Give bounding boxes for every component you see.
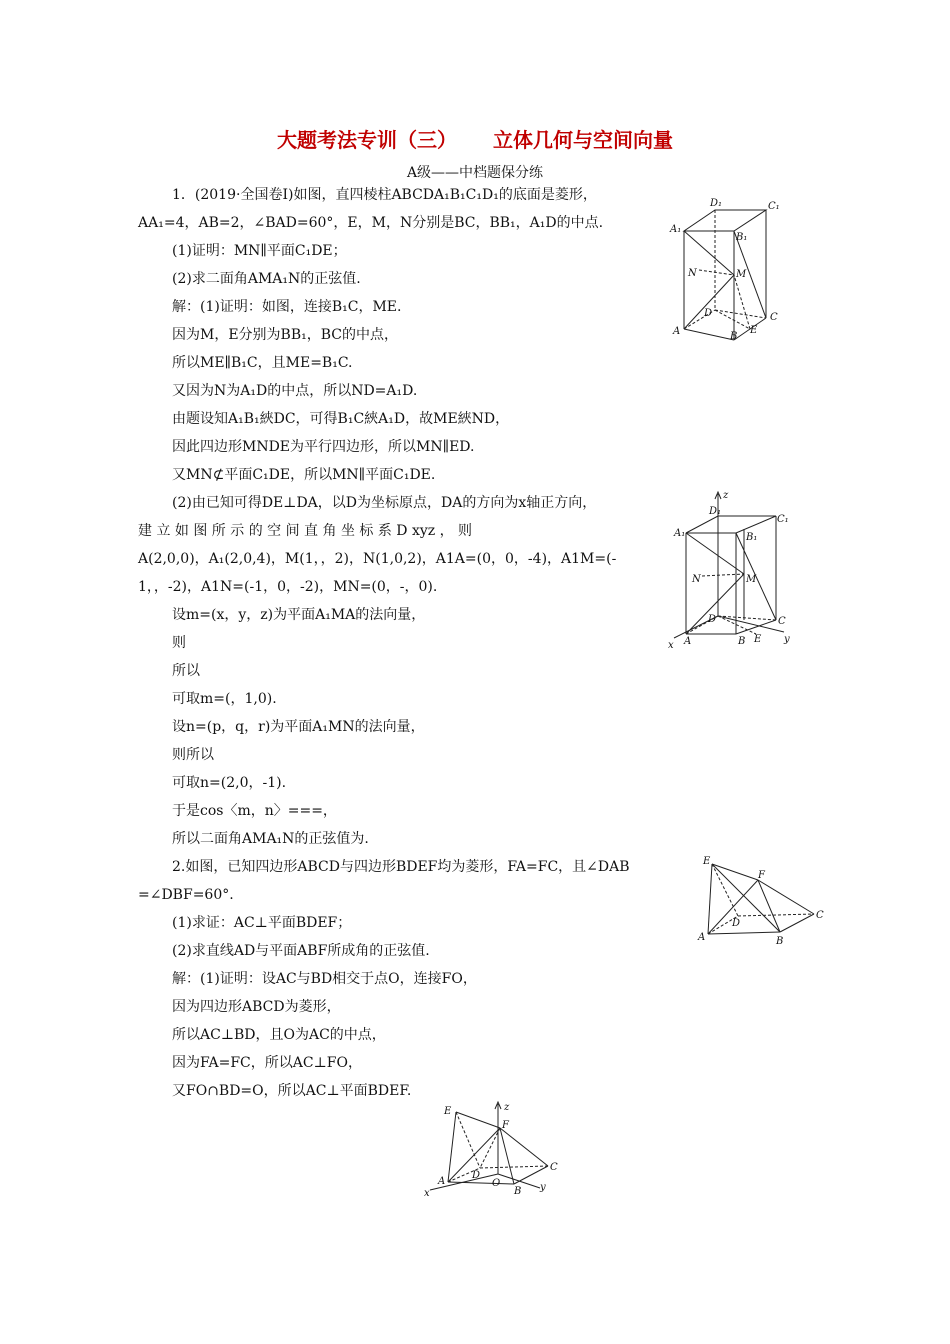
text-line: (1)证明：MN∥平面C₁DE； bbox=[172, 243, 347, 259]
text-line: 设n=(p，q，r)为平面A₁MN的法向量， bbox=[172, 719, 425, 735]
fig2-label: z bbox=[723, 490, 729, 501]
fig1-label: M bbox=[736, 269, 747, 280]
title-part-2: 立体几何与空间向量 bbox=[493, 128, 673, 152]
figure-prism-axes bbox=[666, 486, 796, 652]
fig4-label: x bbox=[424, 1188, 430, 1199]
fig4-label: y bbox=[540, 1182, 546, 1193]
fig1-label: C₁ bbox=[768, 201, 780, 212]
fig2-label: C₁ bbox=[777, 514, 789, 525]
fig1-label: C bbox=[770, 312, 778, 323]
text-line: 又因为N为A₁D的中点，所以ND=A₁D. bbox=[172, 383, 418, 399]
fig2-label: C bbox=[778, 616, 786, 627]
fig2-label: E bbox=[754, 634, 762, 645]
text-line: (2)由已知可得DE⊥DA，以D为坐标原点，DA的方向为x轴正方向， bbox=[172, 495, 597, 511]
text-line: 2.如图，已知四边形ABCD与四边形BDEF均为菱形，FA=FC，且∠DAB bbox=[172, 859, 630, 875]
fig2-label: B₁ bbox=[746, 532, 758, 543]
fig1-label: B₁ bbox=[736, 232, 748, 243]
fig2-label: D bbox=[708, 614, 717, 625]
fig1-label: D bbox=[704, 308, 713, 319]
text-line: 又MN⊄平面C₁DE，所以MN∥平面C₁DE. bbox=[172, 467, 436, 483]
fig2-label: M bbox=[746, 574, 757, 585]
fig4-label: B bbox=[514, 1186, 522, 1197]
text-line: 1，，-2)，A1N=(-1，0，-2)，MN=(0，-，0). bbox=[138, 579, 438, 595]
text-line: 设m=(x，y，z)为平面A₁MA的法向量， bbox=[172, 607, 426, 623]
page-title bbox=[0, 124, 950, 153]
fig4-label: E bbox=[444, 1106, 452, 1117]
fig2-label: y bbox=[784, 634, 790, 645]
fig2-label: B bbox=[738, 636, 746, 647]
fig1-label: N bbox=[688, 268, 697, 279]
fig2-label: A bbox=[684, 636, 692, 647]
text-line: (1)求证：AC⊥平面BDEF； bbox=[172, 915, 352, 931]
fig3-label: C bbox=[816, 910, 824, 921]
text-line: 建 立 如 图 所 示 的 空 间 直 角 坐 标 系 D xyz ， 则 bbox=[138, 523, 473, 539]
text-line: 因此四边形MNDE为平行四边形，所以MN∥ED. bbox=[172, 439, 475, 455]
text-line: 所以二面角AMA₁N的正弦值为. bbox=[172, 831, 369, 847]
text-line: 解：(1)证明：如图，连接B₁C，ME. bbox=[172, 299, 402, 315]
figure-rhombi bbox=[696, 852, 828, 952]
figure-rhombi-axes bbox=[420, 1098, 570, 1200]
text-line: (2)求二面角AMA₁N的正弦值. bbox=[172, 271, 361, 287]
text-line: 可取m=(，1,0). bbox=[172, 691, 277, 707]
title-part-1: 大题考法专训（三） bbox=[277, 128, 457, 152]
text-line: 则所以 bbox=[172, 747, 214, 763]
figure-prism bbox=[668, 196, 788, 346]
text-line: (2)求直线AD与平面ABF所成角的正弦值. bbox=[172, 943, 430, 959]
text-line: 因为FA=FC，所以AC⊥FO， bbox=[172, 1055, 362, 1071]
fig4-label: O bbox=[492, 1178, 501, 1189]
fig2-label: x bbox=[668, 640, 674, 651]
fig4-label: F bbox=[502, 1120, 509, 1131]
fig1-label: D₁ bbox=[710, 198, 723, 209]
fig3-label: B bbox=[776, 936, 784, 947]
fig4-label: D bbox=[472, 1170, 481, 1181]
fig4-label: z bbox=[504, 1102, 510, 1113]
fig2-label: A₁ bbox=[674, 528, 686, 539]
text-line: 因为四边形ABCD为菱形， bbox=[172, 999, 341, 1015]
fig1-label: E bbox=[750, 325, 758, 336]
text-line: 则 bbox=[172, 635, 186, 651]
section-subtitle: A级——中档题保分练 bbox=[406, 165, 544, 181]
fig4-label: A bbox=[438, 1176, 446, 1187]
text-line: 所以ME∥B₁C，且ME=B₁C. bbox=[172, 355, 353, 371]
fig3-label: A bbox=[698, 932, 706, 943]
text-line: 所以 bbox=[172, 663, 200, 679]
fig2-label: D₁ bbox=[709, 506, 722, 517]
fig1-label: A bbox=[673, 326, 681, 337]
text-line: 可取n=(2,0，-1). bbox=[172, 775, 287, 791]
text-line: 解：(1)证明：设AC与BD相交于点O，连接FO， bbox=[172, 971, 477, 987]
fig1-label: B bbox=[730, 331, 738, 342]
text-line: =∠DBF=60°. bbox=[138, 887, 234, 903]
text-line: 1．(2019·全国卷Ⅰ)如图，直四棱柱ABCDA₁B₁C₁D₁的底面是菱形， bbox=[172, 187, 597, 203]
fig2-label: N bbox=[692, 574, 701, 585]
fig4-label: C bbox=[550, 1162, 558, 1173]
text-line: A(2,0,0)，A₁(2,0,4)，M(1，，2)，N(1,0,2)，A1A=(0，0，-4)，A1M=(- bbox=[138, 551, 617, 567]
fig1-label: A₁ bbox=[670, 224, 682, 235]
text-line: AA₁=4，AB=2，∠BAD=60°，E，M，N分别是BC，BB₁，A₁D的中点. bbox=[138, 215, 604, 231]
text-line: 因为M，E分别为BB₁，BC的中点， bbox=[172, 327, 399, 343]
text-line: 又FO∩BD=O，所以AC⊥平面BDEF. bbox=[172, 1083, 412, 1099]
fig3-label: D bbox=[732, 918, 741, 929]
fig3-label: F bbox=[758, 870, 765, 881]
fig3-label: E bbox=[703, 856, 711, 867]
text-line: 所以AC⊥BD，且O为AC的中点， bbox=[172, 1027, 386, 1043]
text-line: 由题设知A₁B₁綊DC，可得B₁C綊A₁D，故ME綊ND， bbox=[172, 411, 510, 427]
text-line: 于是cos〈m，n〉===， bbox=[172, 803, 337, 819]
